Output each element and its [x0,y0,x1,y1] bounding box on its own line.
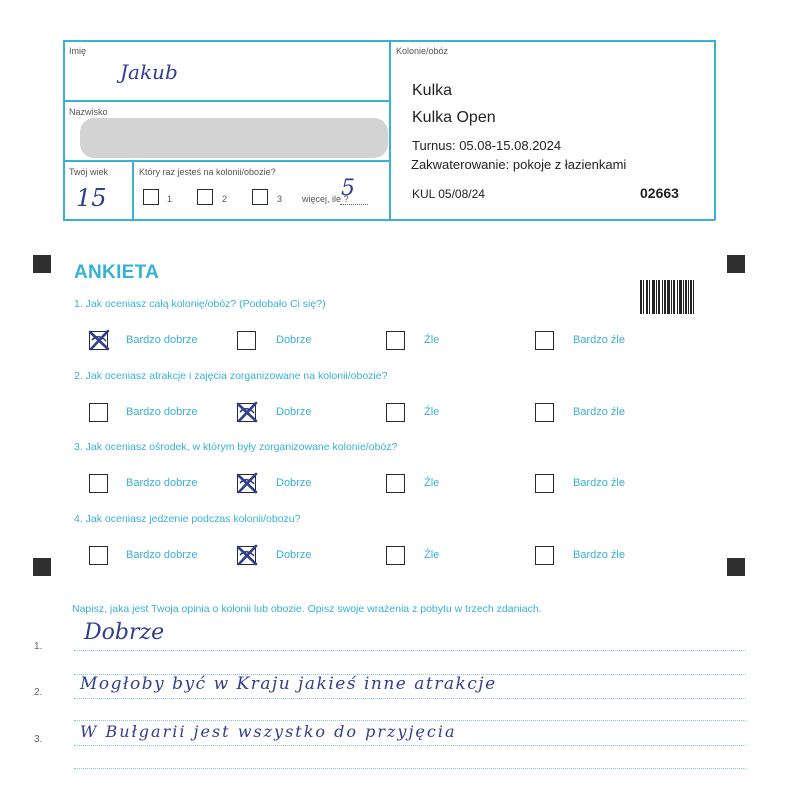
q4-checkbox-1[interactable] [89,546,108,565]
answer-line [74,768,746,769]
times-label: Który raz jesteś na kolonii/obozie? [139,167,276,177]
answer-3: W Bułgarii jest wszystko do przyjęcia [80,722,457,741]
option-label: Bardzo źle [573,549,625,561]
option-label: Dobrze [276,406,312,418]
option-label: Źle [424,334,440,346]
q2-checkbox-1[interactable] [89,403,108,422]
option-label: Bardzo źle [573,334,625,346]
answer-line [74,745,746,746]
checkmark-icon [235,400,259,424]
checkmark-icon [235,471,259,495]
registration-marker [727,558,745,576]
camp-code: KUL 05/08/24 [412,187,485,201]
option-label: Dobrze [276,334,312,346]
name-label: Imię [69,46,87,56]
redacted-surname [80,118,388,158]
checkmark-icon [87,328,111,352]
registration-marker [33,255,51,273]
option-label: Bardzo dobrze [126,406,198,418]
question-1: 1. Jak oceniasz całą kolonię/obóz? (Podobało Ci się?) [74,298,326,310]
question-4: 4. Jak oceniasz jedzenie podczas kolonii/obozu? [74,513,301,525]
q2-checkbox-3[interactable] [386,403,405,422]
answer-2: Mogłoby być w Kraju jakieś inne atrakcje [80,674,497,694]
option-label: Bardzo źle [573,477,625,489]
opinion-prompt: Napisz, jaka jest Twoja opinia o kolonii lub obozie. Opisz swoje wrażenia z pobytu w trzech zdaniach. [72,603,542,615]
answer-line [74,720,746,721]
option-label: Dobrze [276,477,312,489]
option-label: Bardzo dobrze [126,477,198,489]
name-value: Jakub [120,60,178,84]
option-label: Bardzo dobrze [126,549,198,561]
q2-checkbox-4[interactable] [535,403,554,422]
option-label: Bardzo dobrze [126,334,198,346]
times-option-3: 3 [277,194,283,204]
q3-checkbox-1[interactable] [89,474,108,493]
answer-line [74,698,746,699]
camp-label: Kolonie/obóz [396,46,449,56]
option-label: Dobrze [276,549,312,561]
q3-checkbox-3[interactable] [386,474,405,493]
camp-program: Kulka Open [412,109,496,126]
surname-label: Nazwisko [69,107,108,117]
checkmark-icon [235,543,259,567]
answer-1: Dobrze [84,620,165,645]
turnus: Turnus: 05.08-15.08.2024 [412,138,562,153]
form-number: 02663 [640,185,679,201]
age-label: Twój wiek [69,167,109,177]
more-underline [340,204,368,205]
times-checkbox-3[interactable] [252,189,268,205]
q1-checkbox-4[interactable] [535,331,554,350]
more-label: więcej, ile ? [302,194,349,204]
answer-line [74,650,746,651]
q1-checkbox-3[interactable] [386,331,405,350]
registration-marker [33,558,51,576]
more-value: 5 [341,176,355,201]
times-checkbox-2[interactable] [197,189,213,205]
times-checkbox-1[interactable] [143,189,159,205]
q3-checkbox-4[interactable] [535,474,554,493]
q1-checkbox-2[interactable] [237,331,256,350]
option-label: Źle [424,477,440,489]
line-number-2: 2. [34,687,43,698]
registration-marker [727,255,745,273]
line-number-3: 3. [34,734,43,745]
question-3: 3. Jak oceniasz ośrodek, w którym były zorganizowane kolonie/obóz? [74,441,398,453]
age-value: 15 [76,184,107,212]
line-number-1: 1. [34,641,43,652]
q4-checkbox-4[interactable] [535,546,554,565]
barcode-icon [640,280,694,314]
q4-checkbox-3[interactable] [386,546,405,565]
times-option-2: 2 [222,194,228,204]
accommodation: Zakwaterowanie: pokoje z łazienkami [411,157,627,172]
times-option-1: 1 [167,194,173,204]
question-2: 2. Jak oceniasz atrakcje i zajęcia zorganizowane na kolonii/obozie? [74,370,388,382]
survey-title: ANKIETA [74,262,160,283]
option-label: Bardzo źle [573,406,625,418]
camp-name: Kulka [412,82,453,99]
option-label: Źle [424,406,440,418]
option-label: Źle [424,549,440,561]
